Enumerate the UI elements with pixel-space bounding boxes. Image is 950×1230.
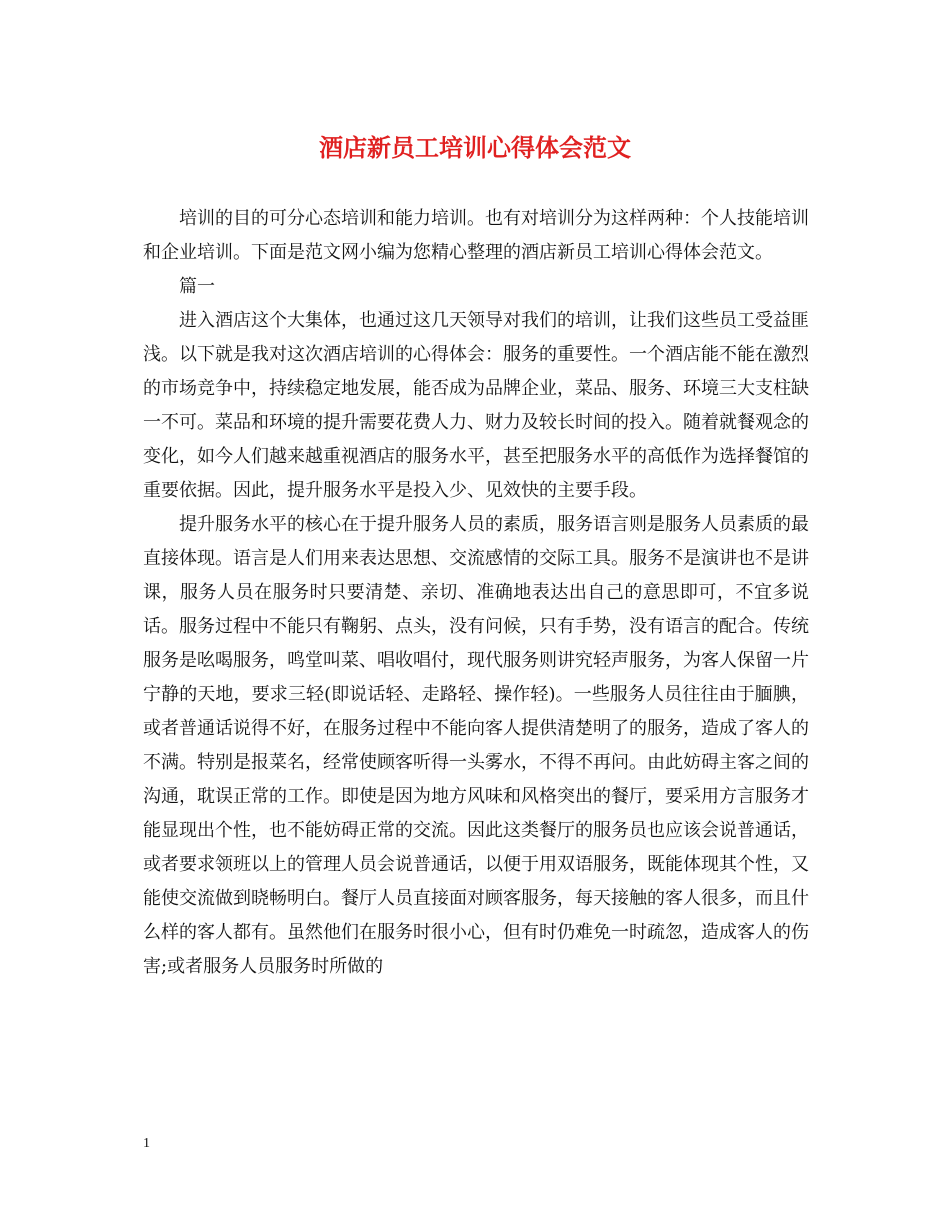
section-heading: 篇一 xyxy=(179,276,215,297)
document-title: 酒店新员工培训心得体会范文 xyxy=(319,133,631,162)
body-paragraph: 培训的目的可分心态培训和能力培训。也有对培训分为这样两种：个人技能培训和企业培训。下面是范文网小编为您精心整理的酒店新员工培训心得体会范文。 xyxy=(143,208,809,263)
document-body xyxy=(143,202,809,984)
body-paragraph: 进入酒店这个大集体，也通过这几天领导对我们的培训，让我们这些员工受益匪浅。以下就是我对这次酒店培训的心得体会：服务的重要性。一个酒店能不能在激烈的市场竞争中，持续稳定地发展，能否成为品牌企业，菜品、服务、环境三大支柱缺一不可。菜品和环境的提升需要花费人力、财力及较长时间的投入。随着就餐观念的变化，如今人们越来越重视酒店的服务水平，甚至把服务水平的高低作为选择餐馆的重要依据。因此，提升服务水平是投入少、见效快的主要手段。 xyxy=(143,310,809,501)
page-number: 1 xyxy=(143,1136,150,1151)
body-paragraph: 提升服务水平的核心在于提升服务人员的素质，服务语言则是服务人员素质的最直接体现。语言是人们用来表达思想、交流感情的交际工具。服务不是演讲也不是讲课，服务人员在服务时只要清楚、亲切、准确地表达出自己的意思即可，不宜多说话。服务过程中不能只有鞠躬、点头，没有问候，只有手势，没有语言的配合。传统服务是吆喝服务，鸣堂叫菜、唱收唱付，现代服务则讲究轻声服务，为客人保留一片宁静的天地，要求三轻(即说话轻、走路轻、操作轻)。一些服务人员往往由于腼腆，或者普通话说得不好，在服务过程中不能向客人提供清楚明了的服务，造成了客人的不满。特别是报菜名，经常使顾客听得一头雾水，不得不再问。由此妨碍主客之间的沟通，耽误正常的工作。即使是因为地方风味和风格突出的餐厅，要采用方言服务才能显现出个性，也不能妨碍正常的交流。因此这类餐厅的服务员也应该会说普通话，或者要求领班以上的管理人员会说普通话，以便于用双语服务，既能体现其个性，又能使交流做到晓畅明白。餐厅人员直接面对顾客服务，每天接触的客人很多，而且什么样的客人都有。虽然他们在服务时很小心，但有时仍难免一时疏忽，造成客人的伤害;或者服务人员服务时所做的 xyxy=(143,514,809,977)
